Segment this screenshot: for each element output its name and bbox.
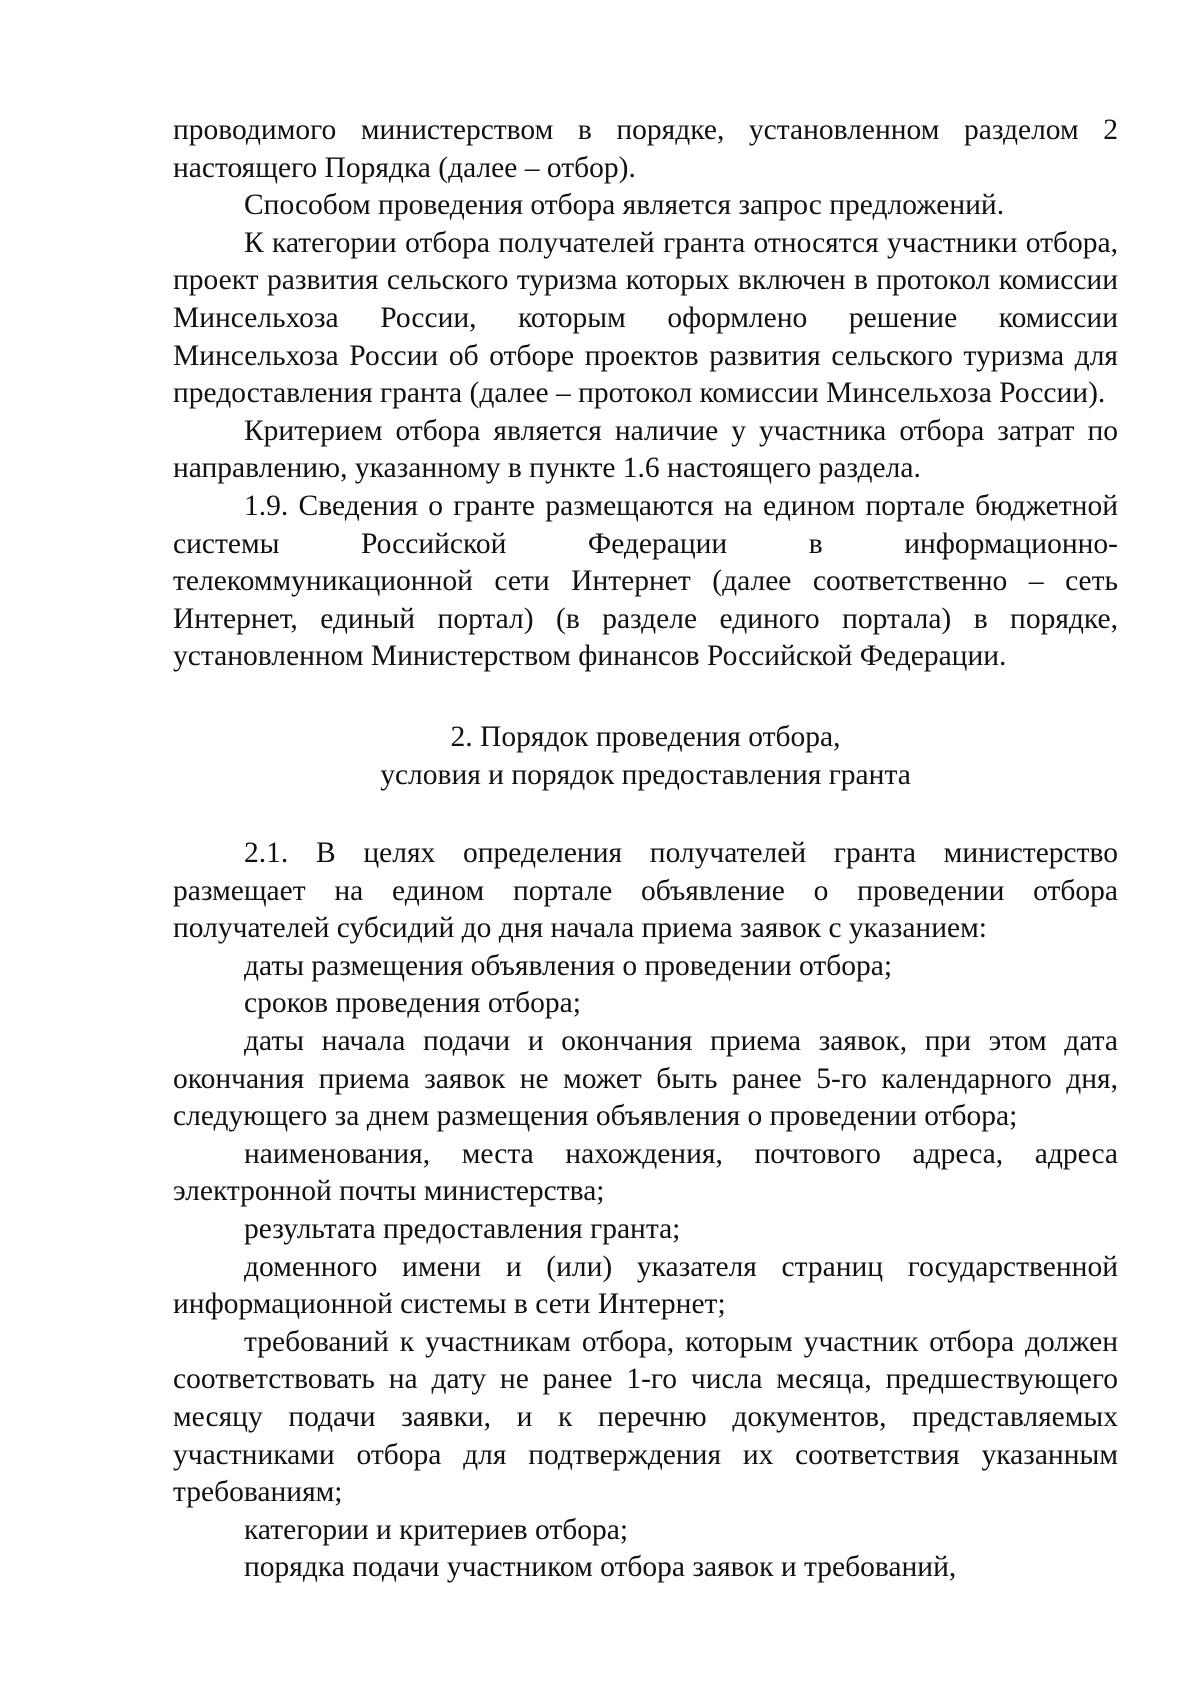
list-item-selection-period: сроков проведения отбора; (244, 987, 581, 1020)
paragraph-continuation: проводимого министерством в порядке, установленном разделом 2 настоящего Порядка (далее – отбор). (173, 114, 1118, 184)
list-item-announcement-date: даты размещения объявления о проведении отбора; (244, 949, 893, 982)
list-item-ministry-contacts: наименования, места нахождения, почтового адреса, адреса электронной почты министерства; (173, 1137, 1118, 1208)
paragraph-2-1-announcement: 2.1. В целях определения получателей гранта министерство размещает на едином портале объявление о проведении отбора получателей субсидий до дня начала приема заявок с указанием: (173, 837, 1118, 945)
list-item-application-dates: даты начала подачи и окончания приема заявок, при этом дата окончания приема заявок не может быть ранее 5-го календарного дня, следующего за днем размещения объявления о проведении отбора; (173, 1025, 1118, 1133)
paragraph-selection-method: Способом проведения отбора является запрос предложений. (244, 189, 1005, 222)
list-item-participant-requirements: требований к участникам отбора, которым участник отбора должен соответствовать на дату не ранее 1-го числа месяца, предшествующего месяцу подачи заявки, и к перечню документов, представляемых участниками отбора для подтверждения их соответствия указанным требованиям; (173, 1325, 1118, 1509)
paragraph-selection-criterion: Критерием отбора является наличие у участника отбора затрат по направлению, указанному в пункте 1.6 настоящего раздела. (173, 414, 1118, 485)
section-heading-line1: 2. Порядок проведения отбора, (450, 720, 841, 753)
section-heading-line2: условия и порядок предоставления гранта (380, 758, 911, 791)
list-item-application-procedure: порядка подачи участником отбора заявок и требований, (244, 1551, 957, 1584)
paragraph-selection-category: К категории отбора получателей гранта относятся участники отбора, проект развития сельского туризма которых включен в протокол комиссии Минсельхоза России, которым оформлено решение комиссии Минсельхоза России об отборе проектов развития сельского туризма для предоставления гранта (далее – протокол комиссии Минсельхоза России). (173, 226, 1118, 410)
list-item-grant-result: результата предоставления гранта; (244, 1213, 681, 1246)
document-body (173, 112, 1118, 1587)
list-item-domain-name: доменного имени и (или) указателя страниц государственной информационной системы в сети Интернет; (173, 1250, 1118, 1321)
paragraph-1-9-grant-info: 1.9. Сведения о гранте размещаются на едином портале бюджетной системы Российской Федерации в информационно-телекоммуникационной сети Интернет (далее соответственно – сеть Интернет, единый портал) (в разделе единого портала) в порядке, установленном Министерством финансов Российской Федерации. (173, 489, 1118, 673)
list-item-categories-criteria: категории и критериев отбора; (244, 1513, 629, 1546)
section-heading (173, 719, 1118, 794)
